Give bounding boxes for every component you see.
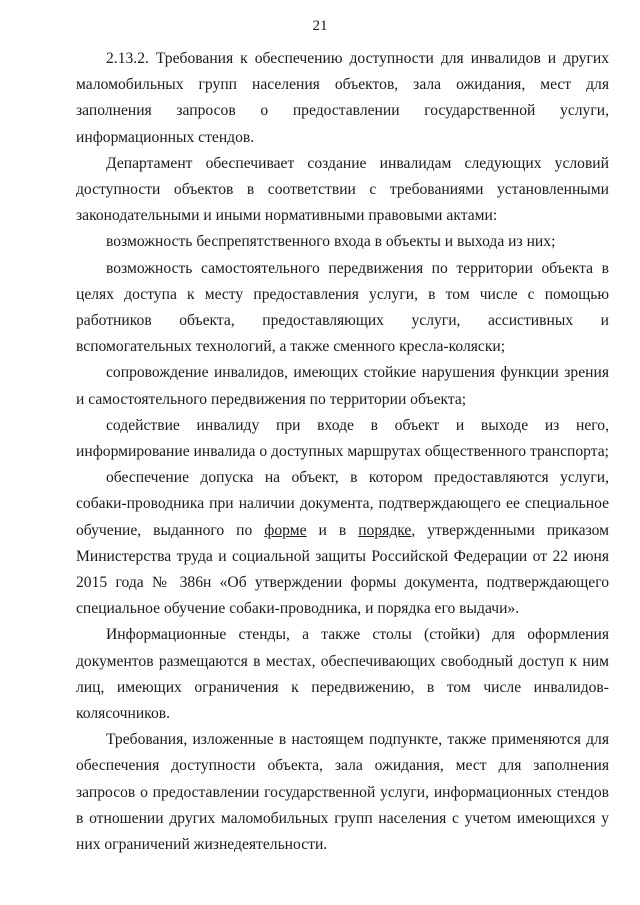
paragraph-intro: Департамент обеспечивает создание инвалидам следующих условий доступности объектов в соответствии с требованиями установленными законодательными и иными нормативными правовыми актами: [76,154,609,225]
guide-dog-text-3: , утвержденными приказом Министерства труда и социальной защиты Российской Федерации от 22 июня 2015 года № 386н «Об утверждении формы документа, подтверждающего специальное обучение собаки-проводника, и порядка его выдачи». [76,521,610,618]
paragraph-condition-guide-dog [76,465,609,622]
guide-dog-text-2: и в [306,521,359,539]
paragraph-info-stands: Информационные стенды, а также столы (стойки) для оформления документов размещаются в местах, обеспечивающих свободный доступ к ним лиц, имеющих ограничения к передвижению, в том числе инвалидов-колясочников. [76,626,609,723]
paragraph-condition-entry: возможность беспрепятственного входа в объекты и выхода из них; [106,233,556,251]
page-number: 21 [312,18,328,34]
paragraph-condition-escort: сопровождение инвалидов, имеющих стойкие нарушения функции зрения и самостоятельного передвижения по территории объекта; [76,364,609,408]
document-body [76,46,609,858]
paragraph-section-heading: 2.13.2. Требования к обеспечению доступности для инвалидов и других маломобильных групп населения объектов, зала ожидания, мест для заполнения запросов о предоставлении государственной услуги, информационных стендов. [76,50,609,146]
guide-dog-text-1: обеспечение допуска на объект, в котором предоставляются услуги, собаки-проводника при наличии документа, подтверждающего ее специальное обучение, выданного по [76,469,609,539]
procedure-link[interactable]: порядке [358,521,412,539]
paragraph-condition-movement: возможность самостоятельного передвижения по территории объекта в целях доступа к месту предоставления услуги, в том числе с помощью работников объекта, предоставляющих услуги, ассистивных и вспомогательных технологий, а также сменного кресла-коляски; [76,259,609,356]
paragraph-other-groups: Требования, изложенные в настоящем подпункте, также применяются для обеспечения доступности объекта, зала ожидания, мест для заполнения запросов о предоставлении государственной услуги, информационных стендов в отношении других маломобильных групп населения с учетом имеющихся у них ограничений жизнедеятельности. [76,731,609,854]
paragraph-condition-assistance: содействие инвалиду при входе в объект и выходе из него, информирование инвалида о доступных маршрутах общественного транспорта; [76,416,609,461]
form-link[interactable]: форме [264,521,307,539]
